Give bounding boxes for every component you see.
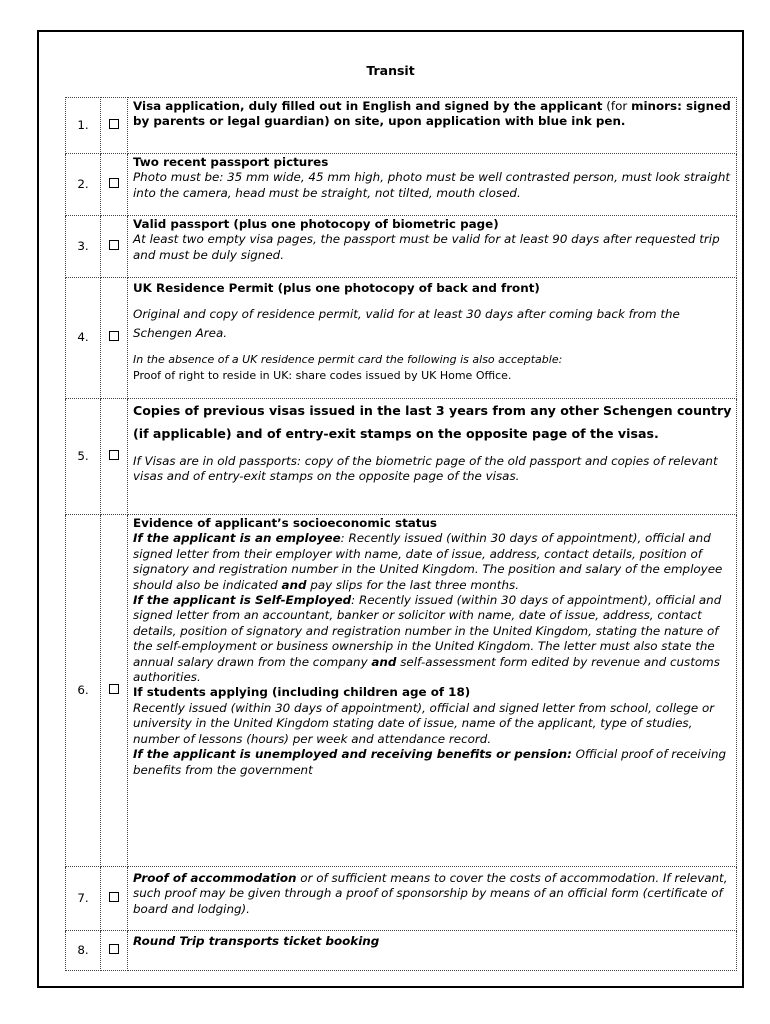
item-text: (for [602, 99, 632, 113]
item-text: : Recently issued (within 30 days of appointment), official and signed letter from an accountant, banker or solicitor with name, date of issue, address, contact details, position of signatory and registration number in the United Kingdom, stating the nature of the self-employment or business ownership in the United Kingdom. The letter must also state the annual salary drawn from the company [133, 593, 722, 669]
checkbox-icon [109, 892, 119, 902]
item-detail: In the absence of a UK residence permit card the following is also acceptable: [133, 353, 563, 367]
item-checkbox[interactable] [101, 399, 128, 515]
requirements-table [65, 97, 737, 971]
item-content [128, 216, 737, 278]
item-detail: Proof of right to reside in UK: share codes issued by UK Home Office. [133, 368, 512, 382]
item-text: If the applicant is Self-Employed [133, 593, 352, 608]
item-content [128, 154, 737, 216]
item-content [128, 931, 737, 971]
self-employed-paragraph [133, 593, 736, 685]
table-row [66, 98, 737, 154]
item-number: 3. [66, 216, 101, 278]
item-text: If the applicant is an employee [133, 531, 341, 546]
checkbox-icon [109, 944, 119, 954]
checkbox-icon [109, 450, 119, 460]
table-row [66, 278, 737, 399]
item-number: 6. [66, 515, 101, 867]
students-paragraph: Recently issued (within 30 days of appointment), official and signed letter from school, college or university in the United Kingdom stating date of issue, name of the applicant, type of studies, number of lessons (hours) per week and attendance record. [133, 700, 715, 746]
item-text: or of sufficient means to cover the costs of accommodation. If relevant, such proof may be given through a proof of sponsorship by means of an official form (certificate of board and lodging). [133, 871, 728, 916]
employee-paragraph [133, 531, 736, 593]
item-detail: If Visas are in old passports: copy of the biometric page of the old passport and copies of relevant visas and of entry-exit stamps on the opposite page of the visas. [133, 454, 718, 484]
item-detail: Original and copy of residence permit, valid for at least 30 days after coming back from the Schengen Area. [133, 307, 680, 341]
item-content [128, 98, 737, 154]
item-number: 4. [66, 278, 101, 399]
item-checkbox[interactable] [101, 931, 128, 971]
item-text: Official proof of receiving benefits from the government [133, 747, 727, 777]
item-content [128, 867, 737, 931]
item-heading: Two recent passport pictures [133, 155, 329, 169]
table-row [66, 931, 737, 971]
item-number: 7. [66, 867, 101, 931]
checkbox-icon [109, 119, 119, 129]
item-text: and [281, 577, 307, 592]
item-text: : Recently issued (within 30 days of appointment), official and signed letter from their employer with name, date of issue, address, contact details, position of signatory and registration number in the United Kingdom. The position and salary of the employee should also be indicated [133, 531, 723, 592]
item-text: minors [631, 99, 678, 113]
checklist-frame [37, 30, 744, 988]
item-text: If the applicant is unemployed and receiving benefits or pension: [133, 747, 572, 762]
item-heading: UK Residence Permit (plus one photocopy of back and front) [133, 281, 540, 295]
item-checkbox[interactable] [101, 867, 128, 931]
table-row [66, 515, 737, 867]
checkbox-icon [109, 684, 119, 694]
item-heading: Valid passport (plus one photocopy of biometric page) [133, 217, 499, 231]
item-checkbox[interactable] [101, 216, 128, 278]
table-row [66, 216, 737, 278]
item-text: : signed by parents or legal guardian) on site, upon application with blue ink pen. [133, 99, 731, 129]
table-row [66, 399, 737, 515]
item-text: self-assessment form edited by revenue and customs authorities. [133, 654, 720, 685]
item-content [128, 515, 737, 867]
item-content [128, 278, 737, 399]
table-row [66, 867, 737, 931]
item-heading: Evidence of applicant’s socioeconomic status [133, 516, 438, 530]
item-number: 8. [66, 931, 101, 971]
item-number: 1. [66, 98, 101, 154]
item-checkbox[interactable] [101, 98, 128, 154]
students-heading: If students applying (including children age of 18) [133, 685, 471, 700]
item-detail: At least two empty visa pages, the passport must be valid for at least 90 days after requested trip and must be duly signed. [133, 232, 720, 262]
checkbox-icon [109, 178, 119, 188]
item-text: Visa application, duly filled out in English and signed by the applicant [133, 99, 603, 113]
item-checkbox[interactable] [101, 278, 128, 399]
item-text: pay slips for the last three months. [306, 577, 519, 592]
checkbox-icon [109, 240, 119, 250]
item-text: Proof of accommodation [133, 871, 297, 885]
item-text: and [371, 654, 397, 669]
item-number: 2. [66, 154, 101, 216]
item-checkbox[interactable] [101, 154, 128, 216]
item-heading: Copies of previous visas issued in the last 3 years from any other Schengen country (if applicable) and of entry-exit stamps on the opposite page of the visas. [133, 403, 732, 441]
item-content [128, 399, 737, 515]
checkbox-icon [109, 331, 119, 341]
item-number: 5. [66, 399, 101, 515]
unemployed-paragraph [133, 747, 736, 778]
item-detail: Photo must be: 35 mm wide, 45 mm high, photo must be well contrasted person, must look straight into the camera, head must be straight, not tilted, mouth closed. [133, 170, 731, 200]
table-row [66, 154, 737, 216]
item-checkbox[interactable] [101, 515, 128, 867]
section-title: Transit [366, 63, 415, 78]
item-text: Round Trip transports ticket booking [133, 934, 380, 948]
